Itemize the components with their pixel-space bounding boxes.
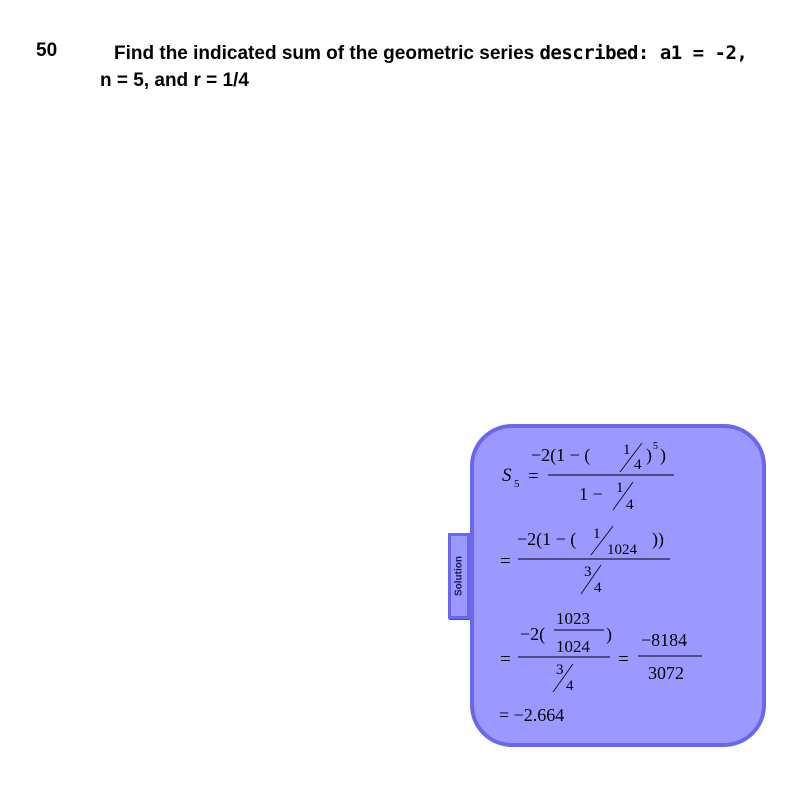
problem-text: Find the indicated sum of the geometric series bbox=[114, 43, 535, 64]
step2-den-frac-bottom: 4 bbox=[594, 580, 602, 596]
step1-den-frac-top: 1 bbox=[616, 480, 624, 496]
s5-subscript: 5 bbox=[514, 478, 520, 490]
step3-den-frac-bottom: 4 bbox=[566, 678, 574, 694]
step3-inner-bottom: 1024 bbox=[556, 637, 590, 656]
final-result: = −2.664 bbox=[499, 705, 565, 725]
step2-num-suffix: )) bbox=[652, 529, 664, 549]
math-svg bbox=[470, 424, 766, 747]
step1-den-prefix: 1 − bbox=[579, 484, 603, 504]
step3-num-prefix: −2( bbox=[520, 624, 546, 644]
slide-number: 50 bbox=[36, 40, 58, 61]
step2-num-frac-bottom: 1024 bbox=[607, 542, 637, 558]
solution-math bbox=[470, 424, 766, 747]
step2-num-prefix: −2(1 − ( bbox=[517, 529, 577, 549]
step1-num-suffix: ) bbox=[646, 445, 652, 465]
step3-rhs-top: −8184 bbox=[641, 630, 688, 650]
problem-line-2: n = 5, and r = 1/4 bbox=[100, 70, 249, 91]
step1-equals: = bbox=[528, 466, 539, 487]
step1-den-frac-bottom: 4 bbox=[626, 497, 634, 513]
step2-den-frac-top: 3 bbox=[584, 564, 592, 580]
s5-symbol: S bbox=[502, 465, 512, 486]
step3-equals: = bbox=[500, 649, 511, 670]
step3-inner-top: 1023 bbox=[556, 609, 590, 628]
step2-equals: = bbox=[500, 551, 511, 572]
step1-num-power: 5 bbox=[653, 441, 658, 452]
step3-equals-2: = bbox=[618, 649, 629, 670]
problem-statement bbox=[100, 40, 800, 94]
step3-rhs-bottom: 3072 bbox=[648, 663, 684, 683]
step3-num-suffix: ) bbox=[606, 624, 612, 644]
step2-num-frac-top: 1 bbox=[593, 526, 601, 542]
solution-tab-label: Solution bbox=[453, 556, 465, 596]
step1-num-frac-bottom: 4 bbox=[634, 457, 642, 473]
solution-tab[interactable] bbox=[448, 533, 470, 619]
step1-num-close: ) bbox=[660, 445, 666, 465]
step3-den-frac-top: 3 bbox=[556, 662, 564, 678]
problem-mono-text: described: a1 = -2, bbox=[539, 42, 748, 64]
step1-num-frac-top: 1 bbox=[623, 442, 631, 458]
step1-num-prefix: −2(1 − ( bbox=[531, 445, 591, 465]
